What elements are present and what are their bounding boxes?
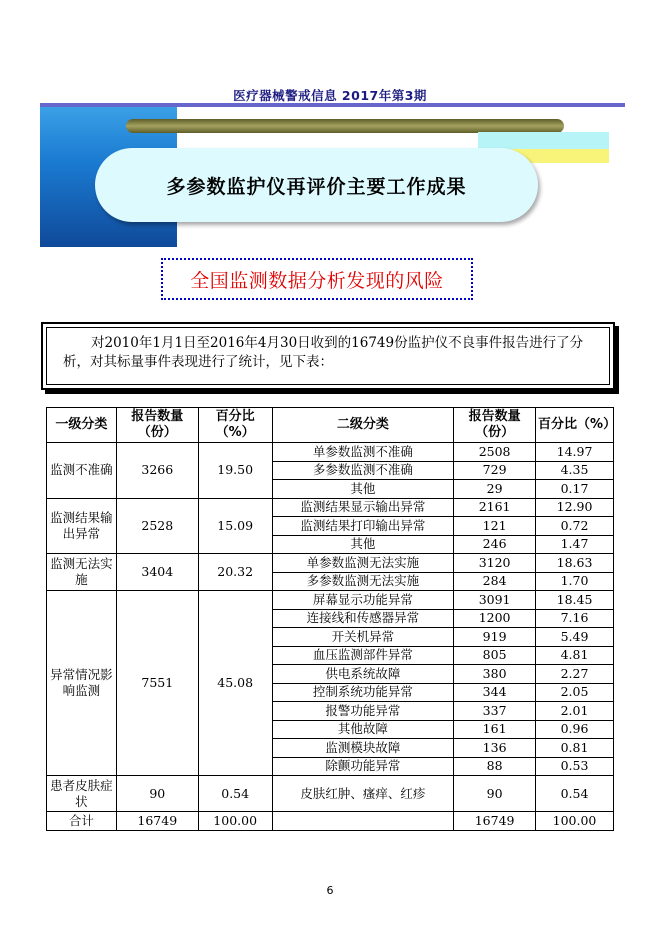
- total-count: 16749: [116, 812, 198, 831]
- sub-count: 729: [454, 461, 536, 480]
- decorative-gold-bar: [126, 119, 564, 133]
- sub-name: 监测模块故障: [272, 739, 454, 758]
- statistics-table: [46, 407, 617, 831]
- header-cell: 报告数量（份）: [454, 408, 536, 443]
- sub-pct: 4.35: [536, 461, 614, 480]
- sub-count: 2508: [454, 443, 536, 462]
- sub-name: 单参数监测无法实施: [272, 554, 454, 573]
- sub-name: 单参数监测不准确: [272, 443, 454, 462]
- group-count: 3404: [116, 554, 198, 591]
- total-pct: 100.00: [198, 812, 272, 831]
- sub-count: 284: [454, 572, 536, 591]
- group-name: 监测结果输出异常: [47, 498, 117, 554]
- sub-name: 开关机异常: [272, 628, 454, 647]
- sub-pct: 18.63: [536, 554, 614, 573]
- section-heading: 全国监测数据分析发现的风险: [190, 269, 444, 292]
- total-sub-pct: 100.00: [536, 812, 614, 831]
- sub-name: 皮肤红肿、瘙痒、红疹: [272, 776, 454, 812]
- sub-count: 3091: [454, 591, 536, 610]
- sub-count: 246: [454, 535, 536, 554]
- sub-pct: 2.27: [536, 665, 614, 684]
- group-pct: 15.09: [198, 498, 272, 554]
- header-cell: 百分比（%）: [536, 408, 614, 443]
- intro-box: [41, 322, 615, 390]
- header-cell: 二级分类: [272, 408, 454, 443]
- group-count: 7551: [116, 591, 198, 776]
- banner: [95, 148, 538, 222]
- sub-count: 1200: [454, 609, 536, 628]
- sub-name: 其他故障: [272, 720, 454, 739]
- sub-name: 血压监测部件异常: [272, 646, 454, 665]
- sub-count: 121: [454, 517, 536, 536]
- header-cell: 一级分类: [47, 408, 117, 443]
- section-heading-box: [161, 258, 473, 300]
- header-cell: 报告数量（份）: [116, 408, 198, 443]
- sub-pct: 1.70: [536, 572, 614, 591]
- group-pct: 0.54: [198, 776, 272, 812]
- decorative-cyan-rect: [478, 132, 609, 149]
- sub-name: 连接线和传感器异常: [272, 609, 454, 628]
- header-cell: 百分比（%）: [198, 408, 272, 443]
- sub-count: 344: [454, 683, 536, 702]
- sub-count: 805: [454, 646, 536, 665]
- sub-name: 其他: [272, 535, 454, 554]
- banner-title: 多参数监护仪再评价主要工作成果: [166, 175, 467, 198]
- sub-pct: 18.45: [536, 591, 614, 610]
- sub-name: 监测结果打印输出异常: [272, 517, 454, 536]
- table-row: [47, 776, 614, 812]
- sub-pct: 1.47: [536, 535, 614, 554]
- group-count: 3266: [116, 443, 198, 499]
- sub-pct: 0.54: [536, 776, 614, 812]
- group-name: 监测无法实施: [47, 554, 117, 591]
- sub-name: 除颤功能异常: [272, 757, 454, 776]
- sub-pct: 14.97: [536, 443, 614, 462]
- table-row: [47, 443, 614, 462]
- sub-count: 90: [454, 776, 536, 812]
- sub-name: 控制系统功能异常: [272, 683, 454, 702]
- total-sub-count: 16749: [454, 812, 536, 831]
- group-pct: 20.32: [198, 554, 272, 591]
- sub-pct: 5.49: [536, 628, 614, 647]
- sub-count: 136: [454, 739, 536, 758]
- total-sub-name-empty: [272, 812, 454, 831]
- group-name: 监测不准确: [47, 443, 117, 499]
- sub-name: 监测结果显示输出异常: [272, 498, 454, 517]
- total-label: 合计: [47, 812, 117, 831]
- total-row: [47, 812, 614, 831]
- sub-name: 多参数监测不准确: [272, 461, 454, 480]
- sub-pct: 0.81: [536, 739, 614, 758]
- table-row: [47, 554, 614, 573]
- sub-count: 29: [454, 480, 536, 499]
- sub-name: 报警功能异常: [272, 702, 454, 721]
- group-name: 异常情况影响监测: [47, 591, 117, 776]
- sub-pct: 0.17: [536, 480, 614, 499]
- sub-name: 多参数监测无法实施: [272, 572, 454, 591]
- sub-name: 屏幕显示功能异常: [272, 591, 454, 610]
- group-count: 2528: [116, 498, 198, 554]
- group-count: 90: [116, 776, 198, 812]
- group-pct: 19.50: [198, 443, 272, 499]
- sub-name: 供电系统故障: [272, 665, 454, 684]
- sub-count: 2161: [454, 498, 536, 517]
- sub-count: 337: [454, 702, 536, 721]
- sub-pct: 7.16: [536, 609, 614, 628]
- page-number: 6: [326, 884, 334, 897]
- running-header: 医疗器械警戒信息 2017年第3期: [233, 88, 427, 103]
- sub-count: 3120: [454, 554, 536, 573]
- sub-pct: 2.01: [536, 702, 614, 721]
- table-row: [47, 591, 614, 610]
- sub-pct: 12.90: [536, 498, 614, 517]
- sub-count: 919: [454, 628, 536, 647]
- sub-pct: 0.72: [536, 517, 614, 536]
- table-row: [47, 498, 614, 517]
- sub-count: 88: [454, 757, 536, 776]
- group-name: 患者皮肤症状: [47, 776, 117, 812]
- intro-text: 对2010年1月1日至2016年4月30日收到的16749份监护仪不良事件报告进行了分析，对其标量事件表现进行了统计，见下表：: [46, 327, 610, 385]
- sub-pct: 0.96: [536, 720, 614, 739]
- sub-count: 380: [454, 665, 536, 684]
- sub-pct: 0.53: [536, 757, 614, 776]
- sub-pct: 4.81: [536, 646, 614, 665]
- sub-count: 161: [454, 720, 536, 739]
- sub-name: 其他: [272, 480, 454, 499]
- group-pct: 45.08: [198, 591, 272, 776]
- table-header-row: [47, 408, 614, 443]
- sub-pct: 2.05: [536, 683, 614, 702]
